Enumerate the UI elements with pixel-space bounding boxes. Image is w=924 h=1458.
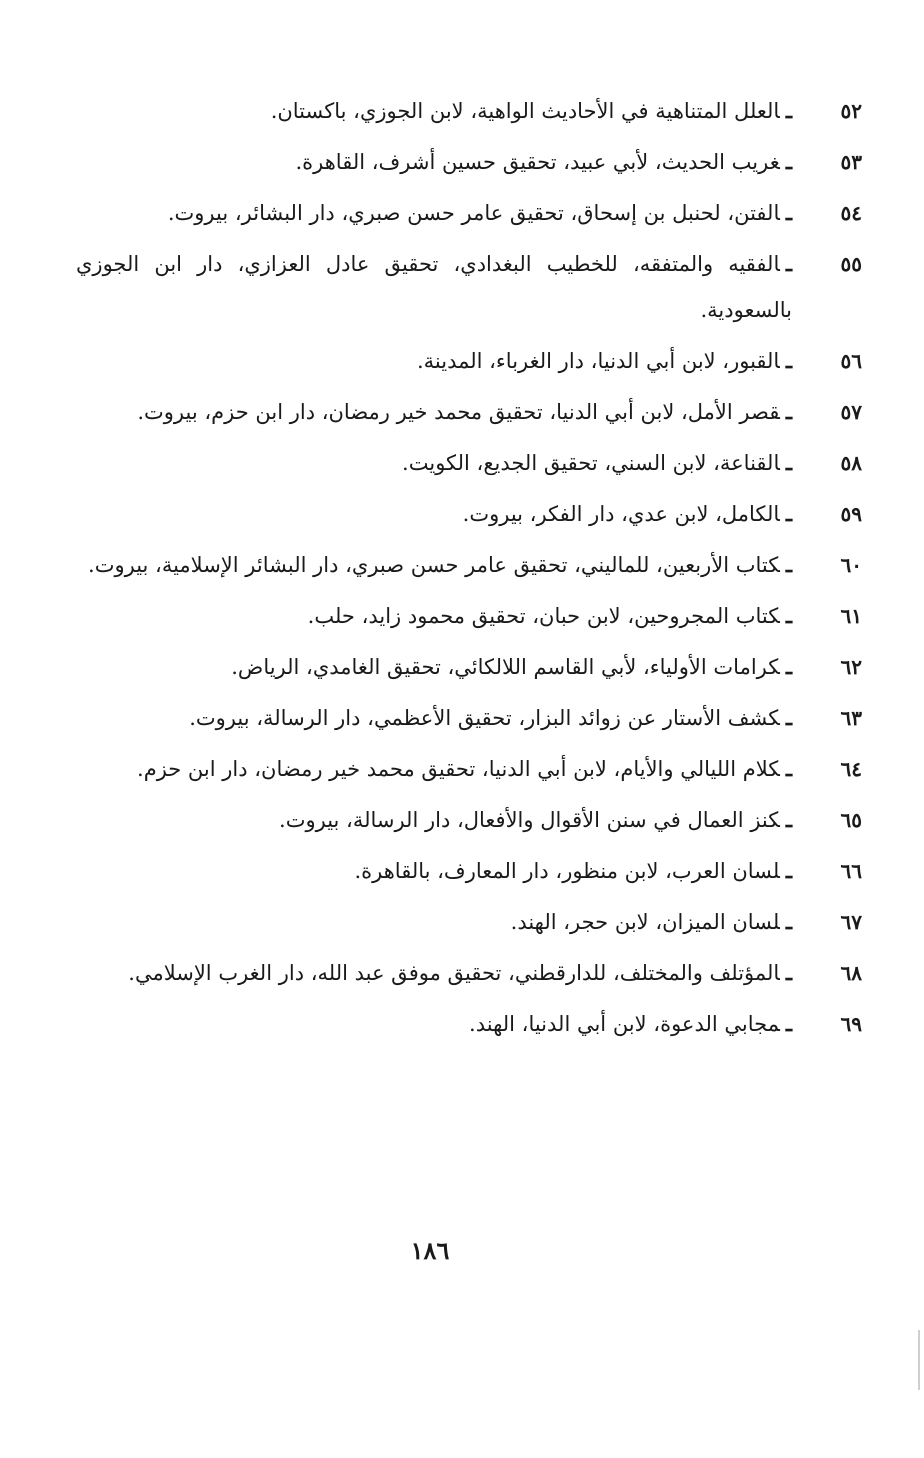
bibliography-entry	[76, 338, 862, 384]
entry-number: ٥٨	[840, 451, 862, 475]
entry-number: ٥٢	[840, 99, 862, 123]
entry-number: ٦٥	[840, 808, 862, 832]
entry-text: القبور، لابن أبي الدنيا، دار الغرباء، المدينة.	[416, 349, 780, 373]
entry-number: ٥٥	[840, 252, 862, 276]
entry-number: ٥٧	[840, 400, 862, 424]
bibliography-entry	[76, 88, 862, 134]
entry-text: قصر الأمل، لابن أبي الدنيا، تحقيق محمد خير رمضان، دار ابن حزم، بيروت.	[137, 400, 780, 424]
entry-text: الكامل، لابن عدي، دار الفكر، بيروت.	[462, 502, 780, 526]
entry-number: ٦٧	[840, 910, 862, 934]
bibliography-entry	[76, 1001, 862, 1047]
entry-text: العلل المتناهية في الأحاديث الواهية، لابن الجوزي، باكستان.	[270, 99, 780, 123]
entry-text: كلام الليالي والأيام، لابن أبي الدنيا، تحقيق محمد خير رمضان، دار ابن حزم.	[137, 757, 780, 781]
entry-dash: ـ	[785, 756, 792, 781]
entry-text: كتاب المجروحين، لابن حبان، تحقيق محمود زايد، حلب.	[307, 604, 780, 628]
entry-text: غريب الحديث، لأبي عبيد، تحقيق حسين أشرف، القاهرة.	[295, 150, 780, 174]
bibliography-list	[76, 88, 862, 1052]
entry-number: ٥٤	[840, 201, 862, 225]
entry-dash: ـ	[785, 858, 792, 883]
bibliography-entry	[76, 241, 862, 333]
entry-dash: ـ	[785, 348, 792, 373]
entry-dash: ـ	[785, 501, 792, 526]
entry-dash: ـ	[785, 149, 792, 174]
entry-dash: ـ	[785, 960, 792, 985]
entry-text: كرامات الأولياء، لأبي القاسم اللالكائي، تحقيق الغامدي، الرياض.	[231, 655, 780, 679]
entry-number: ٥٣	[840, 150, 862, 174]
bibliography-entry	[76, 389, 862, 435]
entry-number: ٦٦	[840, 859, 862, 883]
entry-number: ٦٢	[840, 655, 862, 679]
page-number: ١٨٦	[410, 1236, 450, 1265]
entry-dash: ـ	[785, 1011, 792, 1036]
entry-dash: ـ	[785, 251, 792, 276]
entry-text: كشف الأستار عن زوائد البزار، تحقيق الأعظمي، دار الرسالة، بيروت.	[189, 706, 780, 730]
entry-text: الفقيه والمتفقه، للخطيب البغدادي، تحقيق عادل العزازي، دار ابن الجوزي بالسعودية.	[76, 252, 792, 322]
entry-text: كتاب الأربعين، للماليني، تحقيق عامر حسن صبري، دار البشائر الإسلامية، بيروت.	[88, 553, 780, 577]
entry-number: ٦٨	[840, 961, 862, 985]
entry-dash: ـ	[785, 399, 792, 424]
entry-number: ٦١	[840, 604, 862, 628]
bibliography-entry	[76, 190, 862, 236]
entry-number: ٦٠	[840, 553, 862, 577]
bibliography-entry	[76, 593, 862, 639]
entry-number: ٥٦	[840, 349, 862, 373]
entry-dash: ـ	[785, 807, 792, 832]
bibliography-entry	[76, 797, 862, 843]
bibliography-entry	[76, 899, 862, 945]
entry-number: ٦٩	[840, 1012, 862, 1036]
bibliography-entry	[76, 644, 862, 690]
entry-dash: ـ	[785, 909, 792, 934]
bibliography-entry	[76, 950, 862, 996]
entry-text: لسان العرب، لابن منظور، دار المعارف، بالقاهرة.	[354, 859, 780, 883]
entry-number: ٦٤	[840, 757, 862, 781]
bibliography-entry	[76, 491, 862, 537]
entry-text: القناعة، لابن السني، تحقيق الجديع، الكويت.	[402, 451, 780, 475]
scan-edge-mark	[918, 1330, 920, 1390]
entry-dash: ـ	[785, 450, 792, 475]
entry-dash: ـ	[785, 552, 792, 577]
bibliography-entry	[76, 542, 862, 588]
entry-dash: ـ	[785, 705, 792, 730]
bibliography-entry	[76, 440, 862, 486]
bibliography-entry	[76, 848, 862, 894]
bibliography-entry	[76, 746, 862, 792]
entry-text: كنز العمال في سنن الأقوال والأفعال، دار الرسالة، بيروت.	[279, 808, 780, 832]
entry-number: ٦٣	[840, 706, 862, 730]
entry-number: ٥٩	[840, 502, 862, 526]
entry-dash: ـ	[785, 603, 792, 628]
entry-text: المؤتلف والمختلف، للدارقطني، تحقيق موفق عبد الله، دار الغرب الإسلامي.	[128, 961, 780, 985]
entry-dash: ـ	[785, 654, 792, 679]
entry-dash: ـ	[785, 98, 792, 123]
bibliography-entry	[76, 139, 862, 185]
entry-dash: ـ	[785, 200, 792, 225]
entry-text: الفتن، لحنبل بن إسحاق، تحقيق عامر حسن صبري، دار البشائر، بيروت.	[167, 201, 780, 225]
entry-text: لسان الميزان، لابن حجر، الهند.	[510, 910, 780, 934]
entry-text: مجابي الدعوة، لابن أبي الدنيا، الهند.	[469, 1012, 780, 1036]
bibliography-entry	[76, 695, 862, 741]
